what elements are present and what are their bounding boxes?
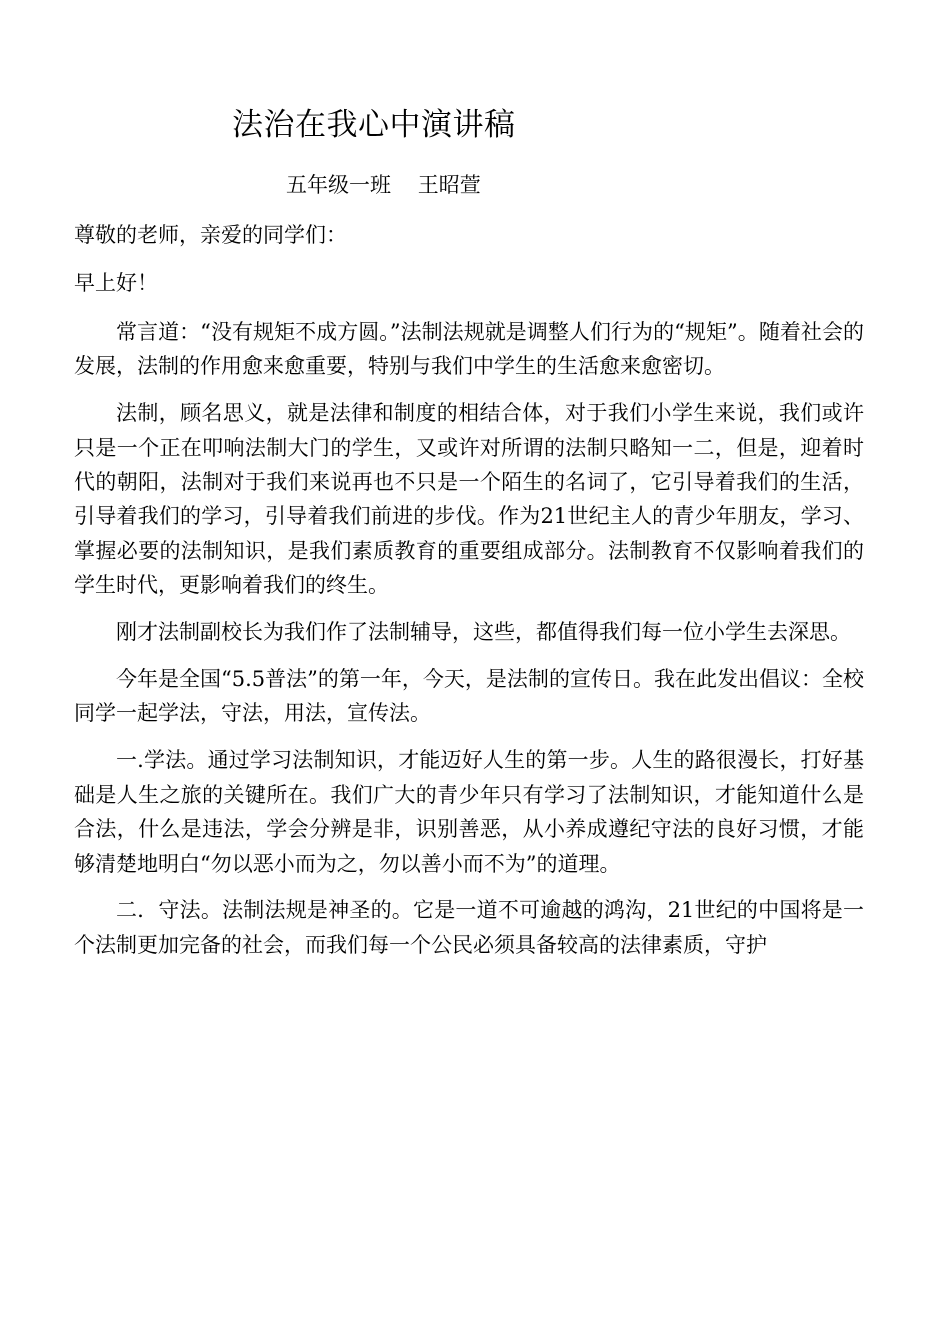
- speech-body: [74, 218, 864, 975]
- paragraph: 一.学法。通过学习法制知识，才能迈好人生的第一步。人生的路很漫长，打好基础是人生之旅的关键所在。我们广大的青少年只有学习了法制知识，才能知道什么是合法，什么是违法，学会分辨是非，识别善恶，从小养成遵纪守法的良好习惯，才能够清楚地明白“勿以恶小而为之，勿以善小而不为”的道理。: [74, 748, 864, 876]
- salutation: 尊敬的老师，亲爱的同学们：: [74, 223, 347, 247]
- paragraph: 二．守法。法制法规是神圣的。它是一道不可逾越的鸿沟，21世纪的中国将是一个法制更加完备的社会，而我们每一个公民必须具备较高的法律素质，守护: [74, 898, 864, 957]
- paragraph: 常言道：“没有规矩不成方圆。”法制法规就是调整人们行为的“规矩”。随着社会的发展，法制的作用愈来愈重要，特别与我们中学生的生活愈来愈密切。: [74, 319, 864, 379]
- author-byline: 五年级一班 王昭萱: [286, 173, 481, 197]
- greeting: 早上好！: [74, 271, 158, 296]
- document-title: 法治在我心中演讲稿: [232, 107, 516, 143]
- paragraph: 今年是全国“5.5普法”的第一年，今天，是法制的宣传日。我在此发出倡议：全校同学一起学法，守法，用法，宣传法。: [74, 666, 864, 726]
- paragraph: 法制，顾名思义，就是法律和制度的相结合体，对于我们小学生来说，我们或许只是一个正在叩响法制大门的学生，又或许对所谓的法制只略知一二，但是，迎着时代的朝阳，法制对于我们来说再也不只是一个陌生的名词了，它引导着我们的生活，引导着我们的学习，引导着我们前进的步伐。作为21世纪主人的青少年朋友，学习、掌握必要的法制知识，是我们素质教育的重要组成部分。法制教育不仅影响着我们的学生时代，更影响着我们的终生。: [74, 401, 864, 598]
- paragraph: 刚才法制副校长为我们作了法制辅导，这些，都值得我们每一位小学生去深思。: [116, 620, 851, 645]
